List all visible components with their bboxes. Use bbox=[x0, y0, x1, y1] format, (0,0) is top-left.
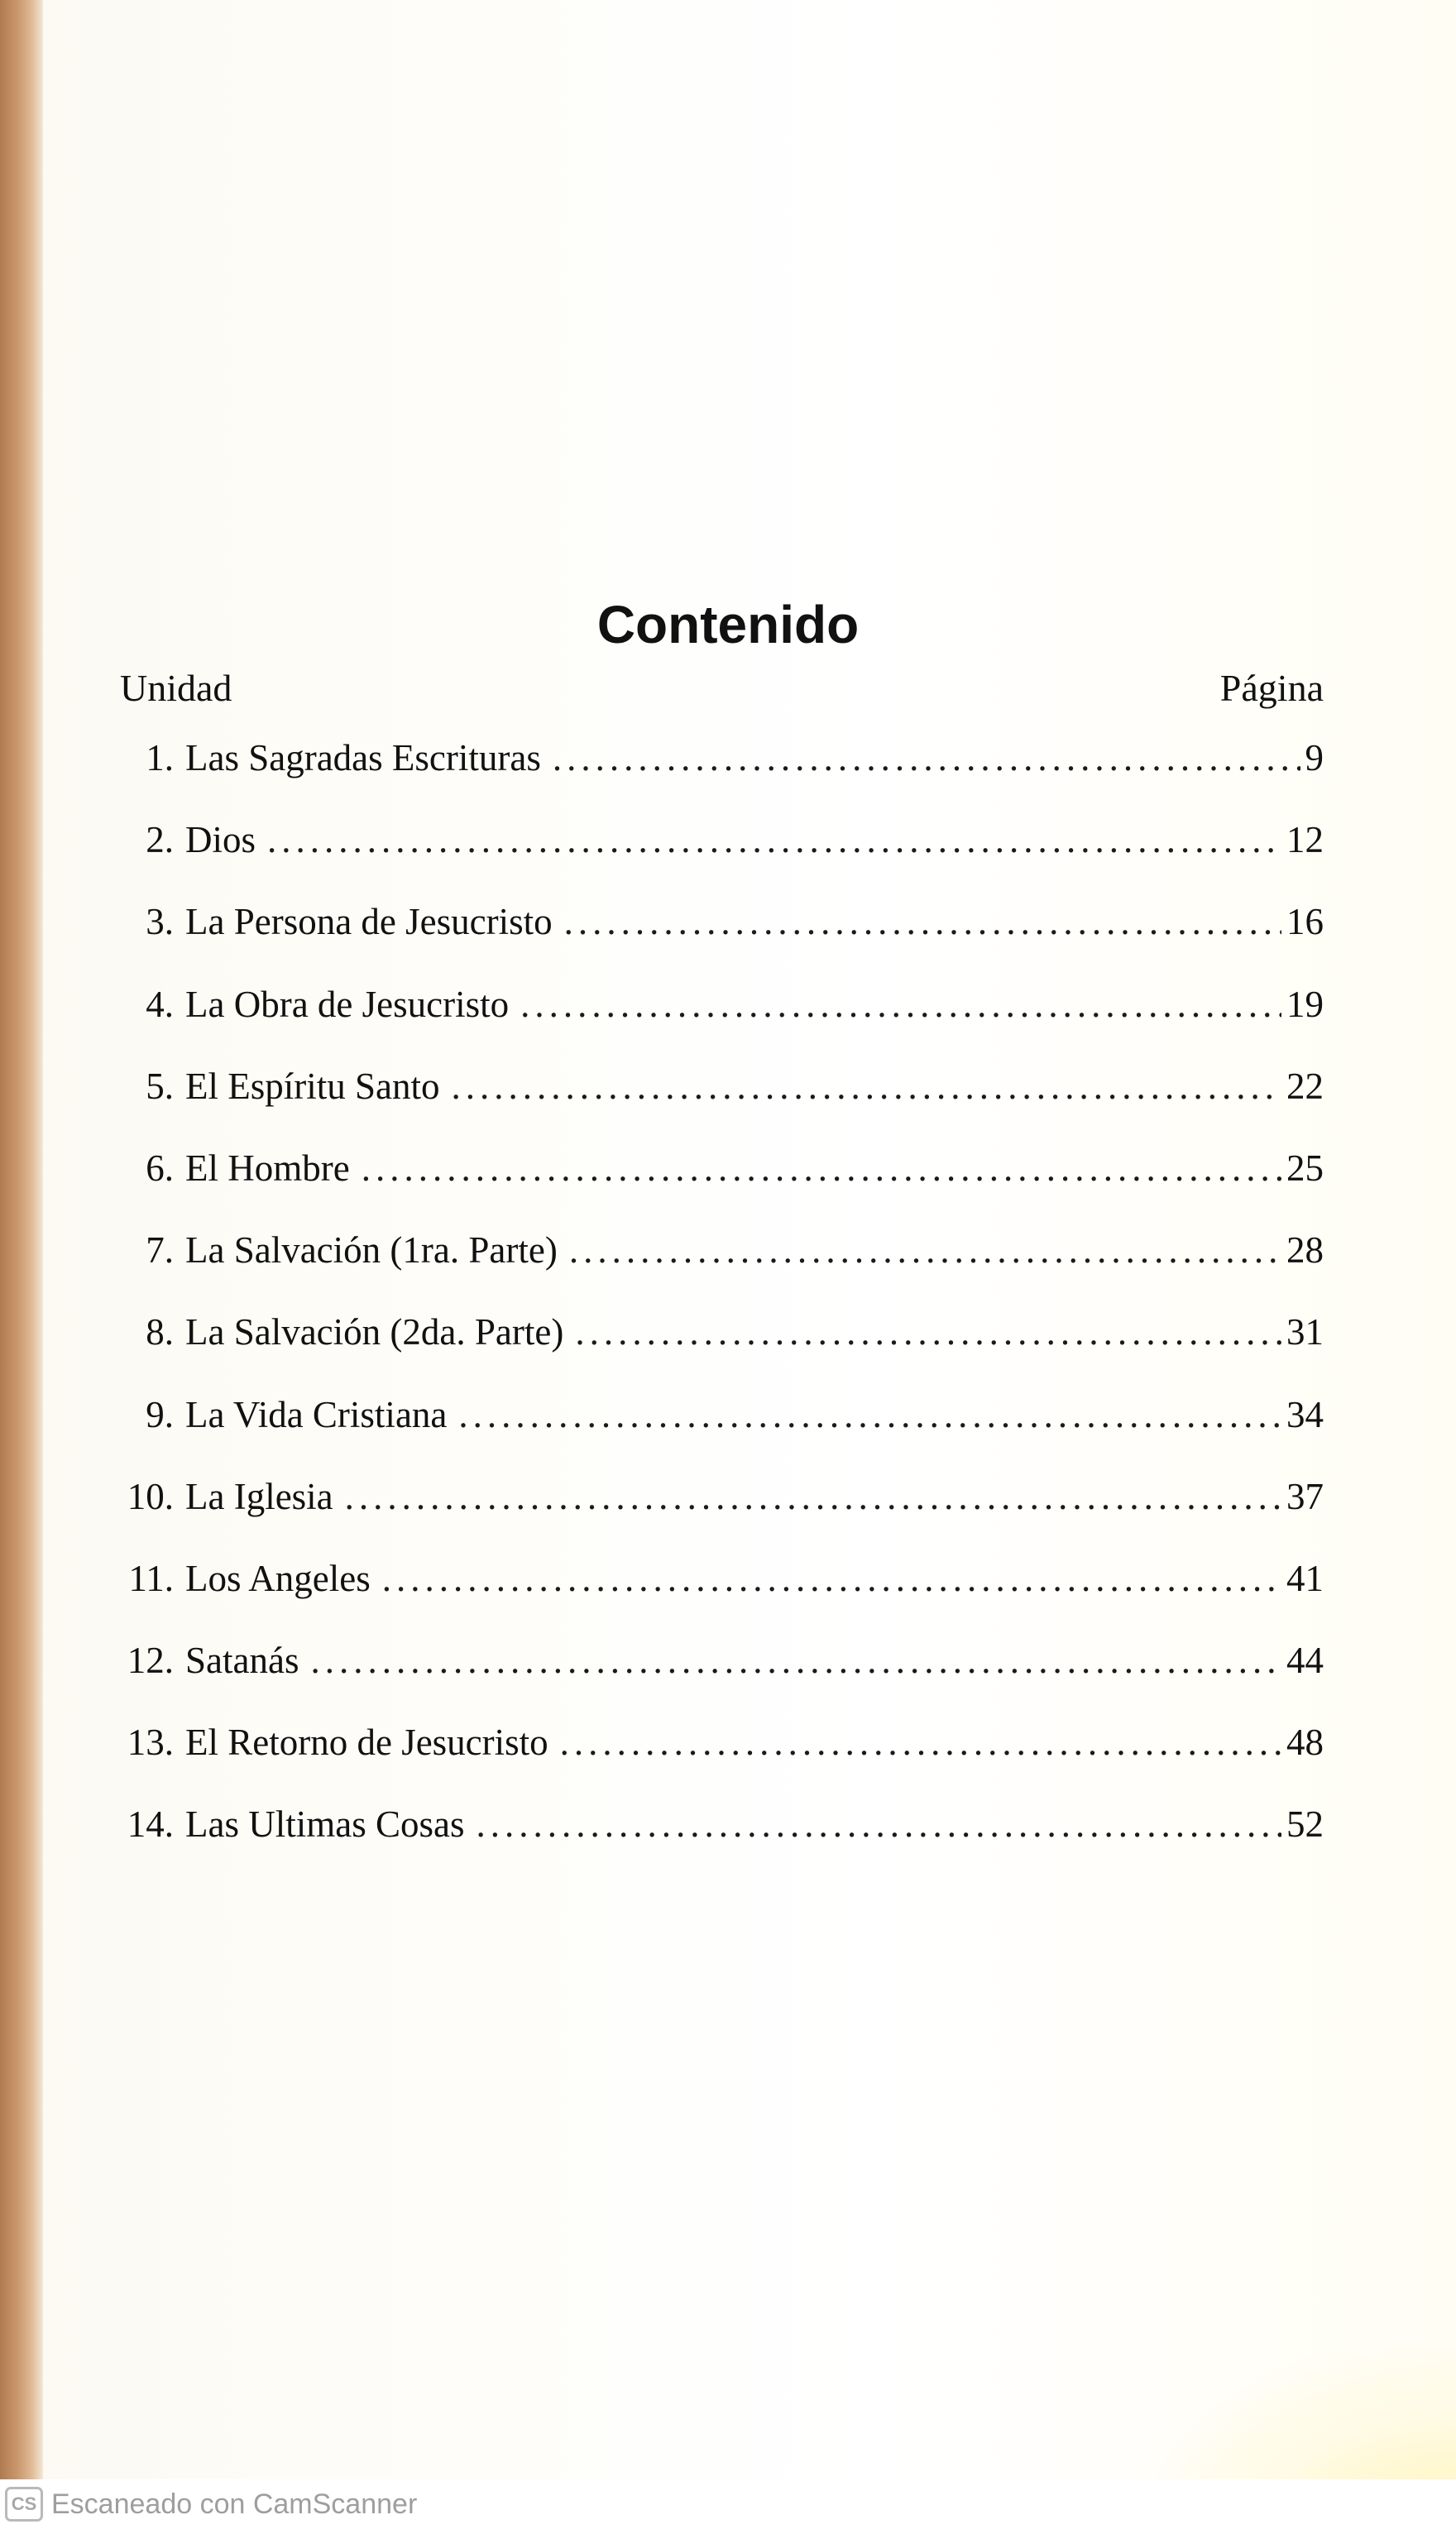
entry-title: Dios bbox=[185, 819, 256, 861]
entry-number: 10. bbox=[127, 1475, 174, 1517]
dot-leader bbox=[310, 1639, 1281, 1682]
dot-leader bbox=[362, 1147, 1281, 1190]
entry-number: 14. bbox=[127, 1803, 174, 1846]
toc-entry bbox=[99, 983, 1324, 1065]
entry-number: 13. bbox=[127, 1722, 174, 1764]
toc-entry bbox=[99, 1065, 1324, 1147]
entry-title: Las Ultimas Cosas bbox=[185, 1803, 465, 1846]
unit-column-header: Unidad bbox=[120, 667, 232, 709]
toc-entry bbox=[99, 1475, 1324, 1557]
entry-page: 28 bbox=[1286, 1229, 1324, 1272]
entry-page: 31 bbox=[1286, 1311, 1324, 1353]
entry-title: El Espíritu Santo bbox=[185, 1065, 440, 1107]
watermark-text: Escaneado con CamScanner bbox=[51, 2488, 418, 2520]
dot-leader bbox=[553, 736, 1300, 779]
entry-title: Las Sagradas Escrituras bbox=[185, 737, 541, 778]
dot-leader bbox=[569, 1229, 1281, 1272]
page-title: Contenido bbox=[596, 594, 860, 654]
entry-title: La Persona de Jesucristo bbox=[185, 901, 553, 943]
page-column-header: Página bbox=[1219, 667, 1324, 709]
toc-entry bbox=[99, 1393, 1324, 1475]
entry-title: El Retorno de Jesucristo bbox=[185, 1722, 548, 1764]
toc-entry bbox=[99, 1803, 1324, 1885]
toc-entry bbox=[99, 1229, 1324, 1310]
entry-title: Los Angeles bbox=[185, 1557, 371, 1599]
entry-title: La Iglesia bbox=[185, 1475, 333, 1517]
entry-number: 6. bbox=[146, 1147, 174, 1189]
entry-title: Satanás bbox=[185, 1640, 299, 1682]
dot-leader bbox=[345, 1475, 1281, 1518]
entry-title: La Obra de Jesucristo bbox=[185, 983, 510, 1025]
toc-entry bbox=[99, 1557, 1324, 1639]
toc-entry bbox=[99, 1639, 1324, 1721]
toc-entry bbox=[99, 818, 1324, 900]
entry-title: El Hombre bbox=[185, 1147, 350, 1189]
toc-entry bbox=[99, 1721, 1324, 1803]
entry-title: La Salvación (2da. Parte) bbox=[185, 1311, 564, 1353]
camscanner-logo-icon: CS bbox=[5, 2487, 43, 2522]
book-edge bbox=[0, 0, 43, 2482]
entry-page: 22 bbox=[1286, 1065, 1324, 1107]
entry-number: 12. bbox=[127, 1640, 174, 1682]
entry-number: 4. bbox=[146, 983, 174, 1025]
toc-entry bbox=[99, 1147, 1324, 1229]
entry-page: 52 bbox=[1286, 1803, 1324, 1846]
entry-title: La Vida Cristiana bbox=[185, 1393, 448, 1435]
toc-entry bbox=[99, 736, 1324, 818]
entry-number: 11. bbox=[128, 1557, 174, 1599]
entry-number: 3. bbox=[146, 901, 174, 943]
entry-number: 7. bbox=[146, 1229, 174, 1272]
entry-number: 5. bbox=[146, 1065, 174, 1107]
dot-leader bbox=[458, 1393, 1281, 1436]
dot-leader bbox=[267, 818, 1281, 861]
toc-entry bbox=[99, 900, 1324, 982]
dot-leader bbox=[575, 1310, 1281, 1353]
entry-page: 25 bbox=[1286, 1147, 1324, 1189]
entry-number: 1. bbox=[146, 737, 174, 778]
entry-number: 9. bbox=[146, 1393, 174, 1435]
entry-page: 19 bbox=[1286, 983, 1324, 1025]
entry-title: La Salvación (1ra. Parte) bbox=[185, 1229, 558, 1272]
scanner-watermark bbox=[0, 2479, 1456, 2529]
entry-page: 44 bbox=[1286, 1640, 1324, 1682]
entry-page: 41 bbox=[1286, 1557, 1324, 1599]
entry-page: 37 bbox=[1286, 1475, 1324, 1517]
entry-number: 2. bbox=[146, 819, 174, 861]
table-of-contents bbox=[99, 736, 1324, 1885]
entry-page: 34 bbox=[1286, 1393, 1324, 1435]
dot-leader bbox=[520, 983, 1281, 1026]
dot-leader bbox=[382, 1557, 1281, 1600]
entry-page: 12 bbox=[1286, 819, 1324, 861]
dot-leader bbox=[564, 900, 1281, 943]
entry-page: 9 bbox=[1305, 737, 1324, 778]
dot-leader bbox=[560, 1721, 1281, 1764]
entry-page: 16 bbox=[1286, 901, 1324, 943]
entry-number: 8. bbox=[146, 1311, 174, 1353]
toc-entry bbox=[99, 1310, 1324, 1392]
dot-leader bbox=[452, 1065, 1282, 1108]
dot-leader bbox=[476, 1803, 1281, 1846]
entry-page: 48 bbox=[1286, 1722, 1324, 1764]
